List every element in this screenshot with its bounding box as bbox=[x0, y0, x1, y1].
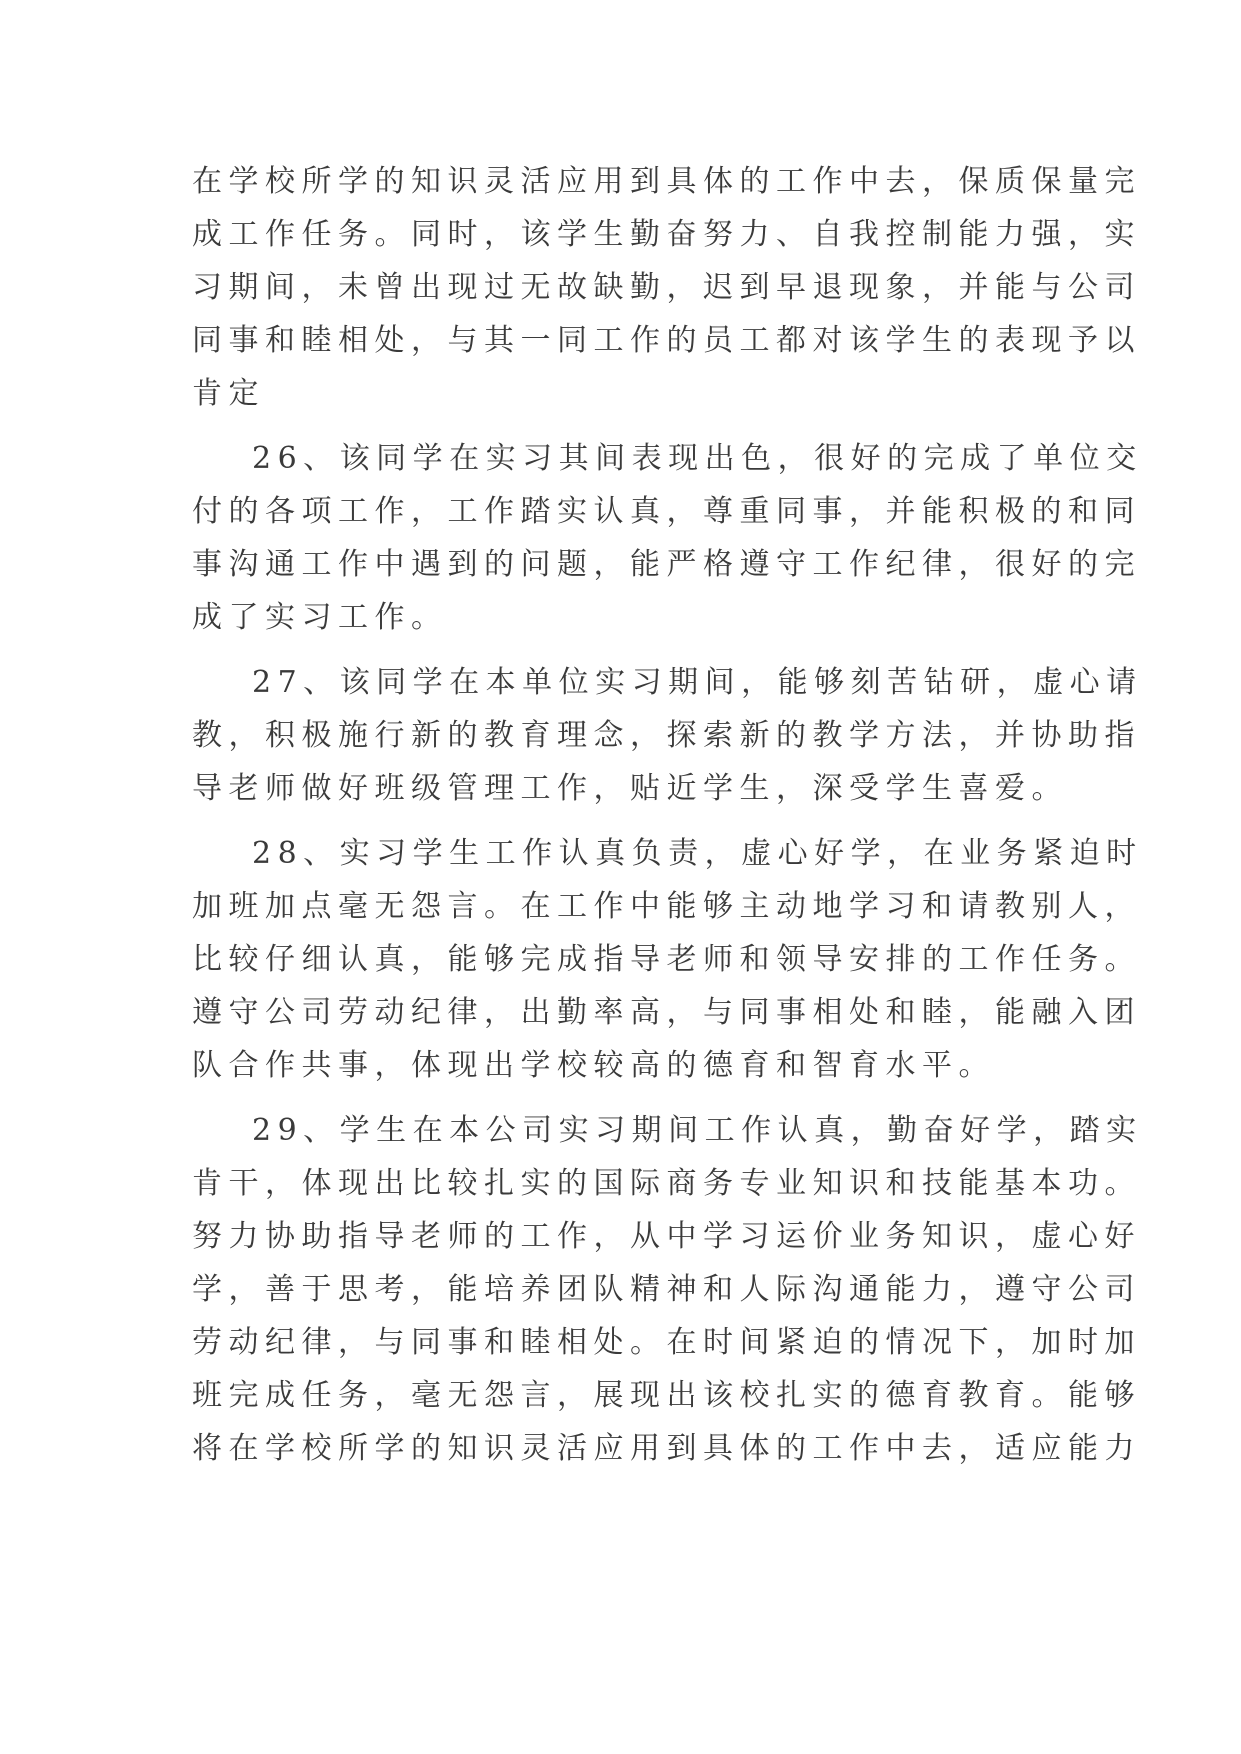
paragraph-27 bbox=[192, 656, 1143, 815]
paragraph-gap bbox=[192, 420, 1052, 432]
text-line: 加班加点毫无怨言。在工作中能够主动地学习和请教别人， bbox=[192, 889, 1141, 924]
text-line: 遵守公司劳动纪律，出勤率高，与同事相处和睦，能融入团 bbox=[192, 995, 1141, 1030]
text-line: 26、该同学在实习其间表现出色，很好的完成了单位交 bbox=[252, 441, 1143, 476]
text-line: 27、该同学在本单位实习期间，能够刻苦钻研，虚心请 bbox=[252, 665, 1143, 700]
text-line: 导老师做好班级管理工作，贴近学生，深受学生喜爱。 bbox=[192, 771, 1068, 806]
paragraph-gap bbox=[192, 644, 1052, 656]
text-line: 将在学校所学的知识灵活应用到具体的工作中去，适应能力 bbox=[192, 1431, 1141, 1466]
paragraph-gap bbox=[192, 1092, 1052, 1104]
text-line: 教，积极施行新的教育理念，探索新的教学方法，并协助指 bbox=[192, 718, 1141, 753]
text-line: 努力协助指导老师的工作，从中学习运价业务知识，虚心好 bbox=[192, 1219, 1141, 1254]
paragraph-29 bbox=[192, 1104, 1143, 1475]
paragraph-25-continuation bbox=[192, 155, 1141, 420]
paragraph-26 bbox=[192, 432, 1143, 644]
text-line: 劳动纪律，与同事和睦相处。在时间紧迫的情况下，加时加 bbox=[192, 1325, 1141, 1360]
text-line: 肯干，体现出比较扎实的国际商务专业知识和技能基本功。 bbox=[192, 1166, 1141, 1201]
text-line: 付的各项工作，工作踏实认真，尊重同事，并能积极的和同 bbox=[192, 494, 1141, 529]
text-line: 班完成任务，毫无怨言，展现出该校扎实的德育教育。能够 bbox=[192, 1378, 1141, 1413]
text-line: 事沟通工作中遇到的问题，能严格遵守工作纪律，很好的完 bbox=[192, 547, 1141, 582]
text-line: 肯定 bbox=[192, 376, 265, 411]
paragraph-gap bbox=[192, 815, 1052, 827]
text-line: 比较仔细认真，能够完成指导老师和领导安排的工作任务。 bbox=[192, 942, 1141, 977]
text-line: 同事和睦相处，与其一同工作的员工都对该学生的表现予以 bbox=[192, 323, 1141, 358]
text-line: 28、实习学生工作认真负责，虚心好学，在业务紧迫时 bbox=[252, 836, 1143, 871]
text-line: 29、学生在本公司实习期间工作认真，勤奋好学，踏实 bbox=[252, 1113, 1143, 1148]
text-line: 成了实习工作。 bbox=[192, 600, 448, 635]
text-line: 在学校所学的知识灵活应用到具体的工作中去，保质保量完 bbox=[192, 164, 1141, 199]
text-line: 学，善于思考，能培养团队精神和人际沟通能力，遵守公司 bbox=[192, 1272, 1141, 1307]
document-body bbox=[192, 155, 1143, 1475]
text-line: 队合作共事，体现出学校较高的德育和智育水平。 bbox=[192, 1048, 995, 1083]
text-line: 成工作任务。同时，该学生勤奋努力、自我控制能力强，实 bbox=[192, 217, 1141, 252]
text-line: 习期间，未曾出现过无故缺勤，迟到早退现象，并能与公司 bbox=[192, 270, 1141, 305]
paragraph-28 bbox=[192, 827, 1143, 1092]
